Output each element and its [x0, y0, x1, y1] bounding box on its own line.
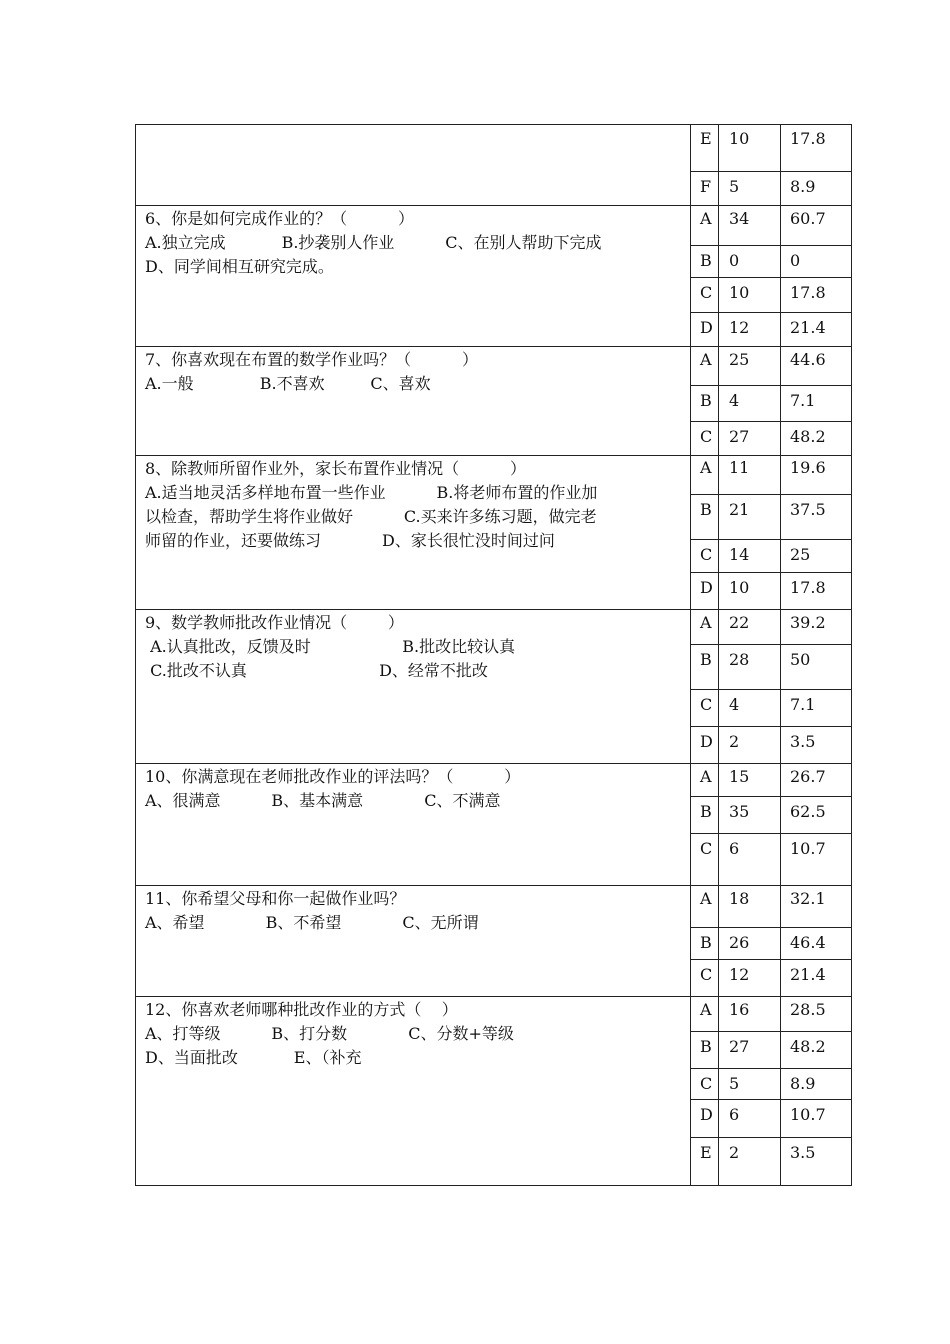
- answer-count: 14: [729, 545, 750, 564]
- answer-count: 5: [729, 1074, 740, 1093]
- answer-option: A: [700, 350, 712, 369]
- answer-percent: 17.8: [790, 283, 826, 302]
- answer-count: 34: [729, 209, 750, 228]
- answer-percent: 8.9: [790, 1074, 816, 1093]
- survey-results-table: [135, 124, 852, 1186]
- question-line: 师留的作业，还要做练习 D、家长很忙没时间过问: [145, 531, 555, 550]
- answer-option: A: [700, 889, 712, 908]
- answer-percent: 17.8: [790, 578, 826, 597]
- answer-percent: 46.4: [790, 933, 826, 952]
- answer-percent: 44.6: [790, 350, 826, 369]
- question-line: A.独立完成 B.抄袭别人作业 C、在别人帮助下完成: [145, 233, 602, 252]
- answer-row-divider: [690, 539, 851, 540]
- answer-count: 35: [729, 802, 750, 821]
- answer-option: A: [700, 458, 712, 477]
- question-row-divider: [136, 885, 851, 886]
- count-column-divider: [780, 125, 781, 1185]
- answer-percent: 0: [790, 251, 801, 270]
- question-line: A.适当地灵活多样地布置一些作业 B.将老师布置的作业加: [145, 483, 598, 502]
- answer-row-divider: [690, 1099, 851, 1100]
- answer-row-divider: [690, 726, 851, 727]
- answer-count: 26: [729, 933, 750, 952]
- question-line: A、很满意 B、基本满意 C、不满意: [145, 791, 501, 810]
- answer-count: 4: [729, 695, 740, 714]
- answer-percent: 62.5: [790, 802, 826, 821]
- answer-count: 2: [729, 732, 740, 751]
- answer-option: E: [700, 1143, 712, 1162]
- answer-percent: 8.9: [790, 177, 816, 196]
- answer-percent: 3.5: [790, 732, 816, 751]
- answer-count: 25: [729, 350, 750, 369]
- answer-option: B: [700, 650, 712, 669]
- question-line: C.批改不认真 D、经常不批改: [145, 661, 488, 680]
- answer-row-divider: [690, 689, 851, 690]
- answer-row-divider: [690, 833, 851, 834]
- answer-count: 21: [729, 500, 750, 519]
- answer-count: 18: [729, 889, 750, 908]
- answer-row-divider: [690, 312, 851, 313]
- answer-row-divider: [690, 245, 851, 246]
- question-text: [145, 611, 685, 683]
- answer-option: C: [700, 427, 713, 446]
- answer-percent: 48.2: [790, 1037, 826, 1056]
- question-row-divider: [136, 996, 851, 997]
- answer-option: E: [700, 129, 712, 148]
- answer-row-divider: [690, 1068, 851, 1069]
- answer-percent: 10.7: [790, 1105, 826, 1124]
- answer-count: 6: [729, 1105, 740, 1124]
- answer-option: D: [700, 1105, 713, 1124]
- answer-count: 28: [729, 650, 750, 669]
- question-line: A.认真批改，反馈及时 B.批改比较认真: [145, 637, 516, 656]
- answer-percent: 21.4: [790, 965, 826, 984]
- answer-count: 12: [729, 965, 750, 984]
- answer-option: C: [700, 695, 713, 714]
- answer-option: A: [700, 1000, 712, 1019]
- answer-row-divider: [690, 494, 851, 495]
- answer-percent: 19.6: [790, 458, 826, 477]
- answer-count: 27: [729, 427, 750, 446]
- answer-count: 10: [729, 129, 750, 148]
- answer-option: B: [700, 391, 712, 410]
- answer-row-divider: [690, 1137, 851, 1138]
- question-text: [145, 457, 685, 553]
- question-line: 8、除教师所留作业外，家长布置作业情况（ ）: [145, 459, 527, 478]
- question-line: A、希望 B、不希望 C、无所谓: [145, 913, 479, 932]
- answer-row-divider: [690, 959, 851, 960]
- answer-count: 10: [729, 283, 750, 302]
- answer-row-divider: [690, 277, 851, 278]
- answer-row-divider: [690, 171, 851, 172]
- answer-option: C: [700, 839, 713, 858]
- answer-percent: 7.1: [790, 695, 816, 714]
- answer-row-divider: [690, 421, 851, 422]
- answer-percent: 17.8: [790, 129, 826, 148]
- answer-option: C: [700, 545, 713, 564]
- answer-count: 2: [729, 1143, 740, 1162]
- answer-count: 4: [729, 391, 740, 410]
- answer-option: B: [700, 1037, 712, 1056]
- answer-percent: 7.1: [790, 391, 816, 410]
- answer-percent: 39.2: [790, 613, 826, 632]
- answer-count: 27: [729, 1037, 750, 1056]
- answer-row-divider: [690, 572, 851, 573]
- answer-option: C: [700, 1074, 713, 1093]
- question-line: 9、数学教师批改作业情况（ ）: [145, 613, 404, 632]
- answer-count: 22: [729, 613, 750, 632]
- answer-percent: 26.7: [790, 767, 826, 786]
- question-text: [145, 765, 685, 813]
- answer-option: C: [700, 283, 713, 302]
- answer-option: B: [700, 802, 712, 821]
- answer-option: D: [700, 732, 713, 751]
- answer-count: 16: [729, 1000, 750, 1019]
- answer-row-divider: [690, 927, 851, 928]
- answer-row-divider: [690, 385, 851, 386]
- question-line: 6、你是如何完成作业的？（ ）: [145, 209, 415, 228]
- question-row-divider: [136, 346, 851, 347]
- question-line: 10、你满意现在老师批改作业的评法吗？（ ）: [145, 767, 521, 786]
- answer-percent: 60.7: [790, 209, 826, 228]
- question-line: D、当面批改 E、（补充: [145, 1048, 362, 1067]
- answer-option: D: [700, 318, 713, 337]
- answer-percent: 28.5: [790, 1000, 826, 1019]
- question-line: A、打等级 B、打分数 C、分数+等级: [145, 1024, 514, 1043]
- answer-row-divider: [690, 796, 851, 797]
- answer-count: 10: [729, 578, 750, 597]
- answer-count: 15: [729, 767, 750, 786]
- answer-row-divider: [690, 1031, 851, 1032]
- question-line: D、同学间相互研究完成。: [145, 257, 334, 276]
- question-text: [145, 887, 685, 935]
- answer-option: A: [700, 613, 712, 632]
- answer-count: 12: [729, 318, 750, 337]
- answer-option: B: [700, 251, 712, 270]
- answer-option: B: [700, 933, 712, 952]
- answer-option: F: [700, 177, 712, 196]
- question-line: 以检查，帮助学生将作业做好 C.买来许多练习题，做完老: [145, 507, 597, 526]
- answer-option: A: [700, 767, 712, 786]
- question-column-divider: [690, 125, 691, 1185]
- answer-percent: 32.1: [790, 889, 826, 908]
- answer-count: 0: [729, 251, 740, 270]
- answer-count: 5: [729, 177, 740, 196]
- answer-percent: 48.2: [790, 427, 826, 446]
- answer-percent: 10.7: [790, 839, 826, 858]
- question-line: 12、你喜欢老师哪种批改作业的方式（ ）: [145, 1000, 458, 1019]
- question-line: 7、你喜欢现在布置的数学作业吗？（ ）: [145, 350, 479, 369]
- answer-percent: 37.5: [790, 500, 826, 519]
- answer-percent: 50: [790, 650, 811, 669]
- answer-percent: 3.5: [790, 1143, 816, 1162]
- question-text: [145, 207, 685, 279]
- answer-count: 11: [729, 458, 750, 477]
- answer-option: A: [700, 209, 712, 228]
- answer-option: D: [700, 578, 713, 597]
- question-row-divider: [136, 763, 851, 764]
- option-column-divider: [718, 125, 719, 1185]
- question-text: [145, 998, 685, 1070]
- answer-count: 6: [729, 839, 740, 858]
- answer-row-divider: [690, 644, 851, 645]
- answer-option: B: [700, 500, 712, 519]
- answer-percent: 25: [790, 545, 811, 564]
- question-line: A.一般 B.不喜欢 C、喜欢: [145, 374, 431, 393]
- question-line: 11、你希望父母和你一起做作业吗？: [145, 889, 406, 908]
- question-row-divider: [136, 205, 851, 206]
- answer-option: C: [700, 965, 713, 984]
- question-row-divider: [136, 609, 851, 610]
- answer-percent: 21.4: [790, 318, 826, 337]
- question-row-divider: [136, 455, 851, 456]
- question-text: [145, 348, 685, 396]
